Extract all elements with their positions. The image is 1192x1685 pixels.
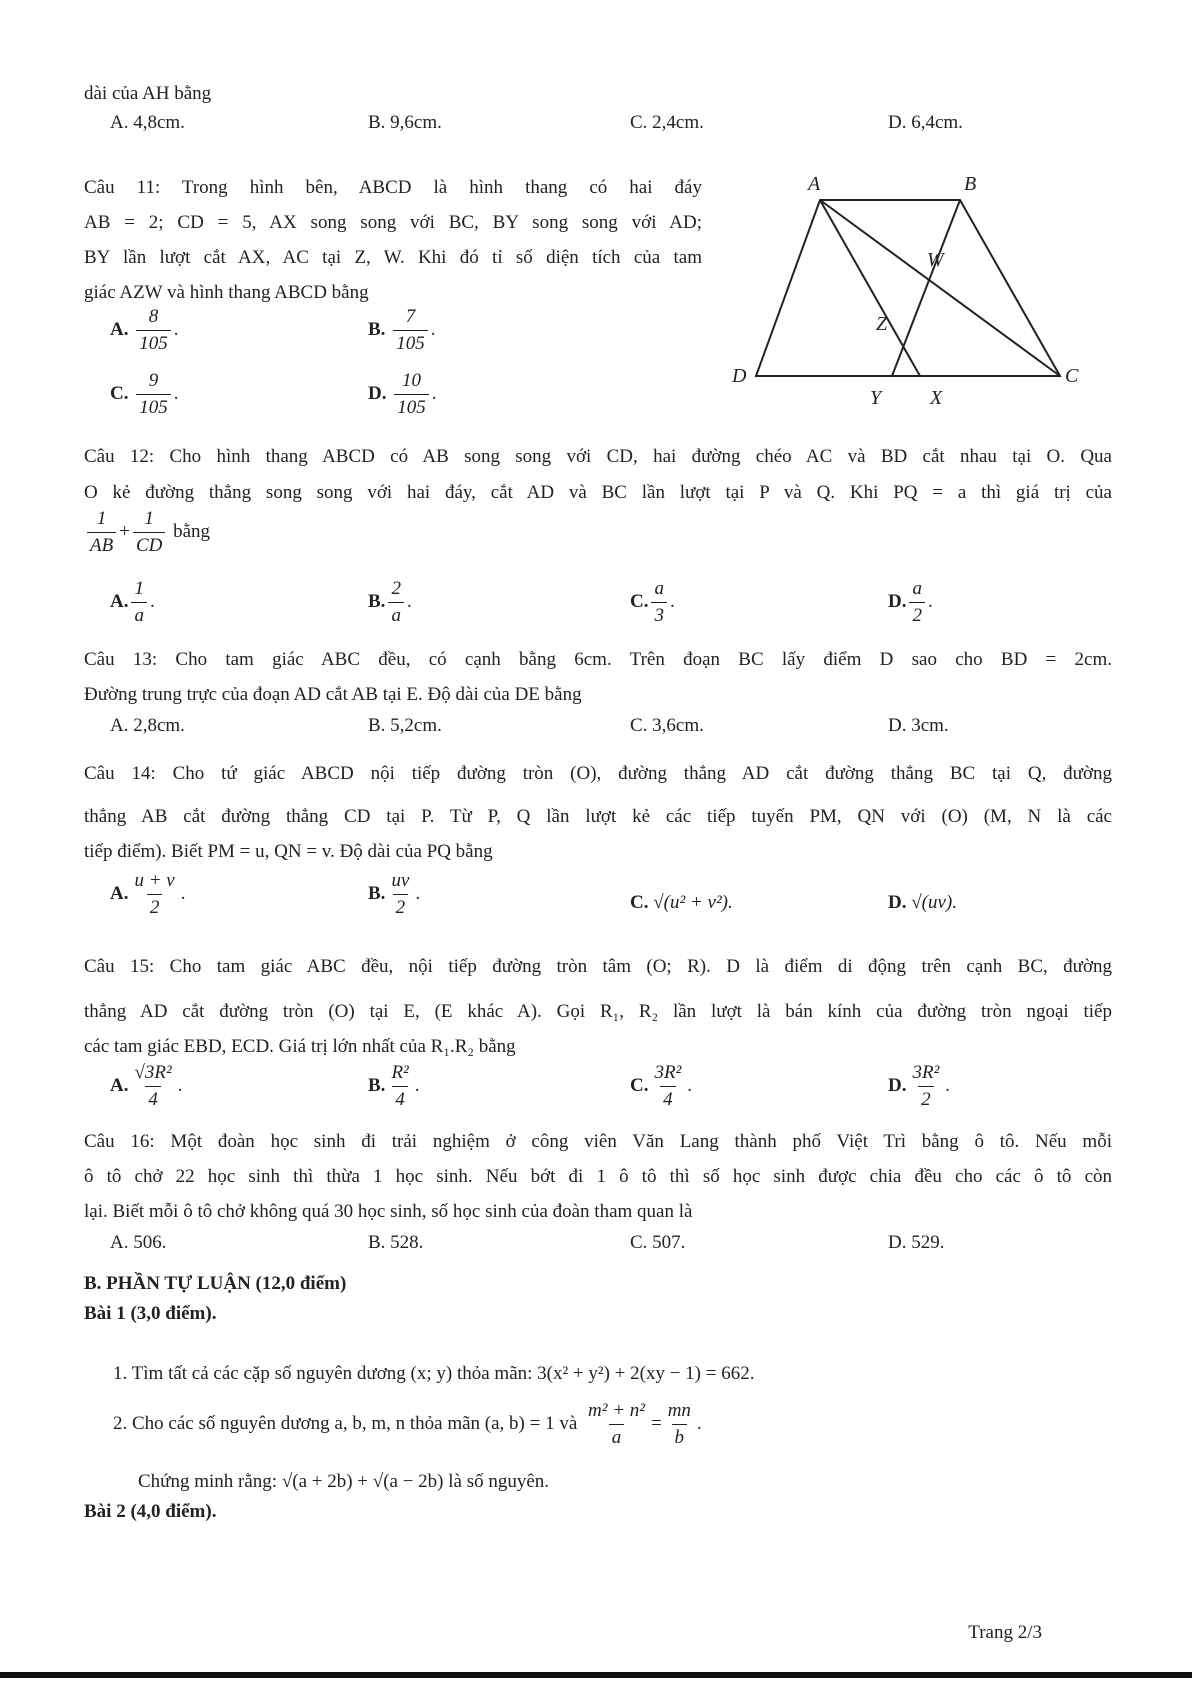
option-label: C. [110,382,129,404]
numerator: 9 [148,370,159,391]
q10-tail: dài của AH bằng [84,83,212,104]
numerator: 8 [148,306,159,327]
option-label: B. [368,590,386,612]
option-label: A. [110,1074,129,1096]
fraction [388,578,404,627]
segment-ax [820,200,920,376]
option-label: A. [110,882,129,904]
q14-options [110,870,1110,930]
label-w: W [927,249,944,271]
expression-tail: bằng [173,520,211,542]
denominator: 4 [392,1086,408,1111]
option-b[interactable]: B. $\frac{\text{R²}}{4}$ . [368,1062,420,1110]
denominator: a [131,602,147,627]
option-label: B. [368,882,386,904]
denominator: 4 [660,1086,676,1111]
denominator: 3 [651,602,667,627]
q16-line-2: ô tô chở 22 học sinh thì thừa 1 học sinh. Nếu bớt đi 1 ô tô thì số học sinh được chia đều cho các ô tô còn [84,1166,1112,1187]
bai-1-item-1: 1. Tìm tất cả các cặp số nguyên dương (x; y) thỏa mãn: 3(x² + y²) + 2(xy − 1) = 662. [113,1363,755,1384]
fraction [909,1062,942,1111]
numerator: √3R² [134,1062,172,1083]
denominator: 105 [136,394,171,419]
q16-line-3: lại. Biết mỗi ô tô chở không quá 30 học sinh, số học sinh của đoàn tham quan là [84,1201,693,1222]
numerator: 3R² [654,1062,682,1083]
bai-1-heading: Bài 1 (3,0 điểm). [84,1303,217,1324]
option-label: B. [368,318,386,340]
q12-options [110,578,1110,638]
option-c[interactable]: C. 507. [630,1232,686,1253]
option-label: D. [888,1074,907,1096]
denominator: b [672,1424,688,1449]
option-label: C. [630,1074,649,1096]
option-c[interactable] [630,892,733,914]
denominator: 105 [394,394,429,419]
numerator: 7 [405,306,416,327]
q12-line-2: O kẻ đường thẳng song song với hai đáy, cắt AD và BC lần lượt tại P và Q. Khi PQ = a thì giá trị của [84,482,1112,503]
option-c[interactable]: C. $\frac{a}{3}$ . [630,578,675,626]
label-a: A [808,173,821,195]
label-c: C [1065,365,1079,387]
option-value: √(u² + v²). [653,892,733,913]
option-b[interactable]: B. 9,6cm. [368,112,442,133]
fraction [651,578,667,627]
option-a[interactable]: A. $\frac{u + v}{2}$ . [110,870,186,918]
option-label: C. [630,590,649,612]
option-c[interactable]: C. $\frac{\text{3R²}}{4}$ . [630,1062,693,1110]
option-b[interactable]: B. 528. [368,1232,424,1253]
option-a[interactable]: A. 4,8cm. [110,112,185,133]
option-label: D. [888,892,907,913]
option-label: B. [368,1074,386,1096]
denominator: 2 [909,602,925,627]
option-d[interactable]: D. 3cm. [888,715,949,736]
option-b[interactable]: B. 5,2cm. [368,715,442,736]
page-number: Trang 2/3 [968,1622,1042,1643]
q13-line-2: Đường trung trực của đoạn AD cắt AB tại E. Độ dài của DE bằng [84,684,582,705]
option-d[interactable]: D. 529. [888,1232,945,1253]
numerator: 10 [401,370,421,391]
bai-1-item-2: 2. Cho các số nguyên dương a, b, m, n thỏa mãn (a, b) = 1 và $\frac{\text{m² + n²}}{a}$ = $\frac{mn}{b}$ . [113,1400,702,1448]
option-c[interactable]: C. 3,6cm. [630,715,704,736]
option-value: √(uv). [911,892,957,913]
denominator: AB [87,532,116,557]
q11-line-1: Câu 11: Trong hình bên, ABCD là hình thang có hai đáy [84,177,702,198]
numerator: mn [667,1400,691,1421]
option-d[interactable]: D. $\frac{10}{105}$ . [368,370,437,418]
segment-ac [820,200,1060,376]
option-label: C. [630,892,649,913]
option-d[interactable]: D. 6,4cm. [888,112,963,133]
label-b: B [964,173,977,195]
q15-line-3: các tam giác EBD, ECD. Giá trị lớn nhất của R₁.R₂ bằng [84,1036,516,1057]
denominator: 4 [145,1086,161,1111]
option-label: D. [368,382,387,404]
label-d: D [732,365,747,387]
option-a[interactable]: A. $\frac{\text{√3R²}}{4}$ . [110,1062,183,1110]
denominator: 2 [147,894,163,919]
q16-line-1: Câu 16: Một đoàn học sinh đi trải nghiệm ở công viên Văn Lang thành phố Việt Trì bằng ô tô. Nếu mỗi [84,1131,1112,1152]
numerator: 2 [391,578,401,599]
fraction [388,870,412,919]
numerator: u + v [134,870,175,891]
label-z: Z [876,313,888,335]
fraction [393,306,428,355]
q14-line-3: tiếp điểm). Biết PM = u, QN = v. Độ dài của PQ bằng [84,841,493,862]
option-b[interactable]: B. $\frac{uv}{2}$ . [368,870,421,918]
bai-1-item-2-proof: Chứng minh rằng: √(a + 2b) + √(a − 2b) là số nguyên. [138,1471,550,1492]
fraction [131,870,177,919]
fraction [133,508,165,557]
q11-line-2: AB = 2; CD = 5, AX song song với BC, BY song song với AD; [84,212,702,233]
q10-options [110,112,1110,172]
option-label: A. [110,318,129,340]
q15-line-1: Câu 15: Cho tam giác ABC đều, nội tiếp đường tròn tâm (O; R). D là điểm di động trên cạnh BC, đường [84,956,1112,977]
bottom-rule [0,1672,1192,1678]
option-b[interactable]: B. $\frac{7}{105}$ . [368,306,436,354]
q14-line-2: thẳng AB cắt đường thẳng CD tại P. Từ P, Q lần lượt kẻ các tiếp tuyến PM, QN với (O) (M, N là các [84,806,1112,827]
denominator: 2 [918,1086,934,1111]
option-a[interactable]: A. 506. [110,1232,167,1253]
numerator: 3R² [912,1062,940,1083]
q15-options [110,1062,1110,1122]
option-d[interactable]: D. $\frac{\text{3R²}}{2}$ . [888,1062,951,1110]
q11-line-4: giác AZW và hình thang ABCD bằng [84,282,369,303]
option-c[interactable]: C. 2,4cm. [630,112,704,133]
q13-line-1: Câu 13: Cho tam giác ABC đều, có cạnh bằng 6cm. Trên đoạn BC lấy điểm D sao cho BD = 2cm. [84,649,1112,670]
label-x: X [930,387,943,409]
numerator: 1 [144,508,154,529]
option-a[interactable]: A. 2,8cm. [110,715,185,736]
option-label: D. [888,590,907,612]
fraction [136,370,171,419]
fraction [87,508,116,557]
label-y: Y [870,387,882,409]
q12-line-1: Câu 12: Cho hình thang ABCD có AB song song với CD, hai đường chéo AC và BD cắt nhau tại O. Qua [84,446,1112,467]
denominator: a [609,1424,625,1449]
bai-2-heading: Bài 2 (4,0 điểm). [84,1501,217,1522]
q12-expression: $\frac{1}{AB}$ + $\frac{1}{CD}$ bằng [84,508,1112,568]
segment-by [892,200,960,376]
option-c[interactable]: C. $\frac{9}{105}$ . [110,370,179,418]
numerator: R² [391,1062,409,1083]
option-a[interactable]: A. $\frac{8}{105}$ . [110,306,179,354]
q11-line-3: BY lần lượt cắt AX, AC tại Z, W. Khi đó tỉ số diện tích của tam [84,247,702,268]
option-label: A. [110,590,129,612]
denominator: 105 [393,330,428,355]
fraction [136,306,171,355]
numerator: a [654,578,664,599]
trapezoid-outline [756,200,1060,376]
option-d[interactable]: D. $\frac{a}{2}$ . [888,578,933,626]
denominator: 105 [136,330,171,355]
fraction [388,1062,411,1111]
q15-line-2: thẳng AD cắt đường tròn (O) tại E, (E khác A). Gọi R₁, R₂ lần lượt là bán kính của đường tròn ngoại tiếp [84,1001,1112,1022]
numerator: 1 [96,508,107,529]
denominator: 2 [393,894,409,919]
fraction [394,370,429,419]
fraction [909,578,925,627]
option-a[interactable]: A. $\frac{1}{a}$ . [110,578,155,626]
fraction [131,578,147,627]
numerator: 1 [134,578,144,599]
item-2-text: 2. Cho các số nguyên dương a, b, m, n thỏa mãn (a, b) = 1 và [113,1412,578,1434]
numerator: uv [391,870,410,891]
fraction [651,1062,684,1111]
fraction [665,1400,694,1449]
numerator: a [912,578,922,599]
denominator: a [388,602,404,627]
trapezoid-figure [720,168,1110,418]
fraction [585,1400,648,1449]
fraction [131,1062,174,1111]
denominator: CD [133,532,165,557]
q14-line-1: Câu 14: Cho tứ giác ABCD nội tiếp đường tròn (O), đường thẳng AD cắt đường thẳng BC tại Q, đường [84,763,1112,784]
option-b[interactable]: B. $\frac{2}{a}$ . [368,578,412,626]
option-d[interactable] [888,892,957,914]
numerator: m² + n² [588,1400,645,1421]
part-b-heading: B. PHẦN TỰ LUẬN (12,0 điểm) [84,1273,347,1294]
